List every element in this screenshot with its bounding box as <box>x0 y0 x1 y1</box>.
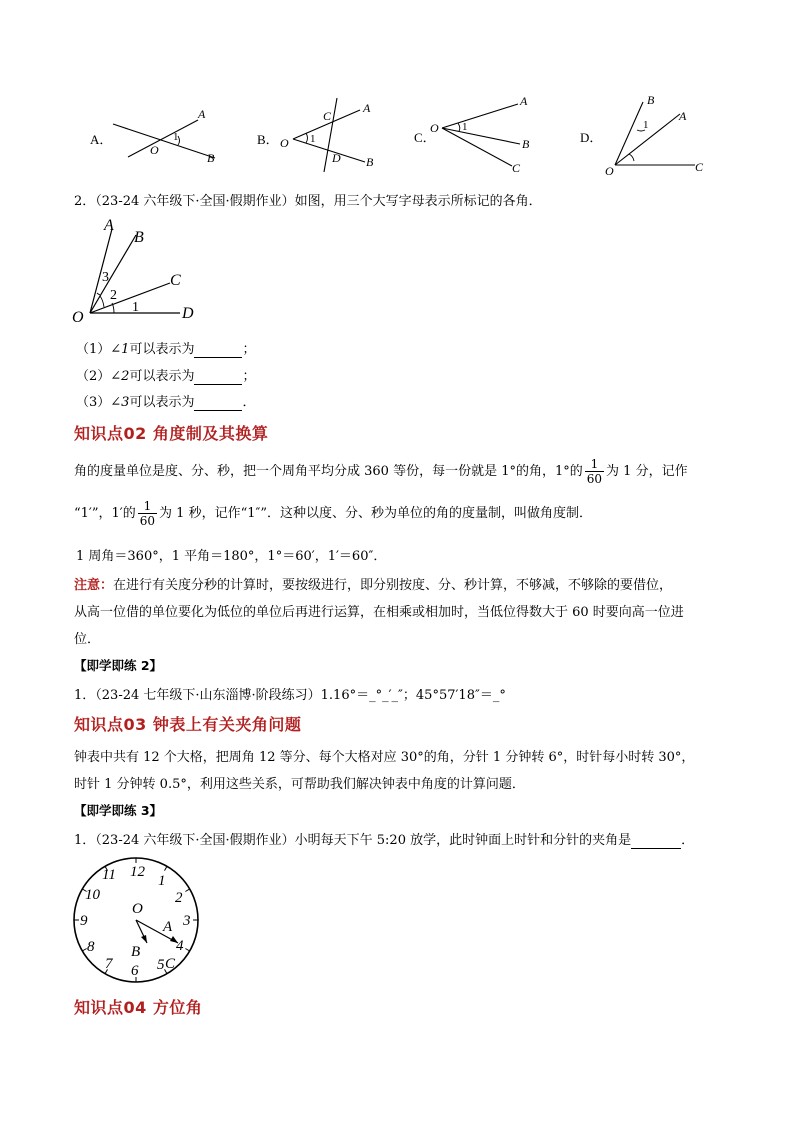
option-c-label: C． <box>414 130 436 145</box>
paragraph: 1 周角＝360°，1 平角＝180°，1°＝60′，1′＝60″． <box>76 549 387 564</box>
svg-text:D: D <box>182 305 194 322</box>
svg-text:A: A <box>363 101 371 115</box>
svg-text:B: B <box>647 93 655 107</box>
svg-text:O: O <box>132 901 143 917</box>
fraction: $\frac{1}{60}$ <box>139 499 156 528</box>
svg-text:4: 4 <box>176 938 184 954</box>
svg-text:O: O <box>72 309 84 325</box>
section-title: 知识点02 角度制及其换算 <box>74 424 269 443</box>
svg-text:C: C <box>170 272 181 289</box>
section-title: 知识点03 钟表上有关夹角问题 <box>74 715 302 734</box>
svg-text:7: 7 <box>105 956 113 972</box>
svg-text:O: O <box>280 136 289 150</box>
svg-text:B: B <box>207 151 215 165</box>
note-line: 位． <box>74 632 101 647</box>
option-a-label: A． <box>90 132 113 147</box>
section-title: 知识点04 方位角 <box>74 998 203 1017</box>
svg-text:5: 5 <box>157 957 165 973</box>
answer-blank[interactable] <box>194 395 242 411</box>
svg-text:A: A <box>679 109 687 123</box>
paragraph: 时针 1 分钟转 0.5°，利用这些关系，可帮助我们解决钟表中角度的计算问题． <box>74 777 525 792</box>
note: 注意：在进行有关度分秒的计算时，要按级进行，即分别按度、分、秒计算，不够减，不够除的要借位， <box>74 578 673 593</box>
svg-text:O: O <box>430 121 439 135</box>
q2-item-1: （1）∠1可以表示为 ； <box>76 342 256 357</box>
svg-text:C: C <box>323 109 332 123</box>
svg-text:10: 10 <box>85 887 100 903</box>
svg-text:O: O <box>150 143 159 157</box>
q2-stem: 2．（23-24 六年级下·全国·假期作业）如图，用三个大写字母表示所标记的各角． <box>74 194 542 209</box>
svg-text:1: 1 <box>132 300 139 315</box>
svg-text:O: O <box>605 164 614 178</box>
note-line: 从高一位借的单位要化为低位的单位后再进行运算，在相乘或相加时，当低位得数大于 60 时要向高一位进 <box>74 605 684 620</box>
practice-header: 【即学即练 2】 <box>74 658 163 673</box>
svg-text:A: A <box>163 919 173 935</box>
svg-text:12: 12 <box>130 864 145 880</box>
svg-text:C: C <box>695 160 704 174</box>
svg-text:A: A <box>104 217 114 234</box>
paragraph: “1′”，1′的 $\frac{1}{60}$ 为 1 秒，记作“1″”．这种以度、分、秒为单位的角的度量制，叫做角度制． <box>74 499 592 528</box>
question: 1．（23-24 六年级下·全国·假期作业）小明每天下午 5:20 放学，此时钟面上时针和分针的夹角是 ． <box>74 833 695 848</box>
q1-figures <box>80 92 760 182</box>
svg-text:C: C <box>165 956 176 972</box>
svg-text:B: B <box>522 137 530 151</box>
svg-text:D: D <box>332 151 341 165</box>
paragraph: 钟表中共有 12 个大格，把周角 12 等分、每个大格对应 30°的角，分针 1 分钟转 6°，时针每小时转 30°， <box>74 750 695 765</box>
svg-text:A: A <box>198 107 206 121</box>
svg-text:A: A <box>520 94 528 108</box>
svg-text:1: 1 <box>310 133 316 145</box>
svg-text:1: 1 <box>462 121 468 133</box>
svg-text:8: 8 <box>87 939 95 955</box>
svg-text:1: 1 <box>173 131 179 143</box>
svg-text:B: B <box>366 155 374 169</box>
answer-blank[interactable] <box>194 369 242 385</box>
paragraph: 角的度量单位是度、分、秒，把一个周角平均分成 360 等份，每一份就是 1°的角，1°的 $\frac{1}{60}$ 为 1 分，记作 <box>74 457 688 486</box>
svg-text:2: 2 <box>175 890 183 906</box>
question: 1．（23-24 七年级下·山东淄博·阶段练习）1.16°＝_°_′_″；45°57′18″＝_° <box>74 688 506 703</box>
svg-text:C: C <box>512 161 521 175</box>
svg-text:1: 1 <box>158 873 166 889</box>
q1-options <box>80 92 760 182</box>
q2-figure <box>70 215 210 325</box>
q2-item-2: （2）∠2可以表示为 ； <box>76 369 256 384</box>
option-d-label: D． <box>580 130 603 145</box>
svg-text:11: 11 <box>102 867 116 883</box>
answer-blank[interactable] <box>631 833 681 849</box>
svg-text:1: 1 <box>643 119 649 131</box>
svg-text:9: 9 <box>80 913 88 929</box>
svg-text:3: 3 <box>183 913 191 929</box>
clock-figure <box>70 853 210 988</box>
answer-blank[interactable] <box>194 342 242 358</box>
svg-text:B: B <box>134 229 144 246</box>
svg-text:3: 3 <box>102 270 109 285</box>
fraction: $\frac{1}{60}$ <box>586 457 603 486</box>
practice-header: 【即学即练 3】 <box>74 803 163 818</box>
svg-text:6: 6 <box>131 963 139 979</box>
option-b-label: B． <box>257 132 279 147</box>
svg-text:B: B <box>131 944 141 960</box>
q2-item-3: （3）∠3可以表示为 ． <box>76 395 256 410</box>
svg-text:2: 2 <box>110 288 117 303</box>
